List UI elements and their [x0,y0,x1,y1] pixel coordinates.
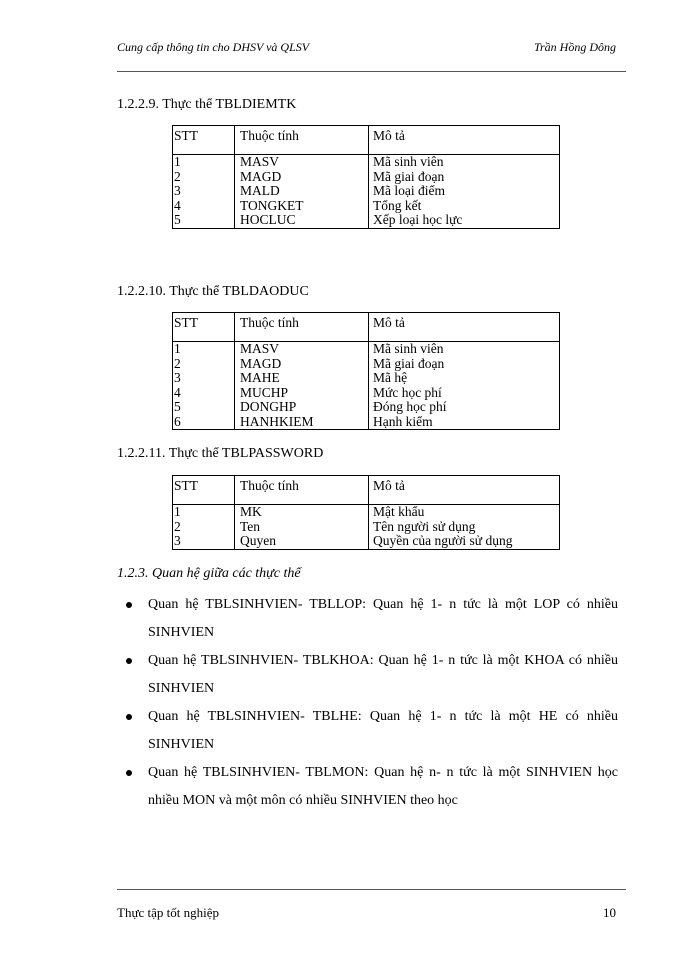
table-cell: 2 [174,355,181,371]
relation-text: Quan hệ TBLSINHVIEN- TBLMON: Quan hệ n- n tức là một SINHVIEN học nhiều MON và một môn có nhiều SINHVIEN theo học [148,765,618,808]
table-body-row [173,342,560,430]
table-cell: MALD [240,183,280,198]
table-cell: 5 [174,212,181,227]
table-cell: 4 [174,384,181,400]
column-header: Mô tả [369,126,560,155]
table-header-row [173,313,560,342]
table-cell: MAGD [240,168,282,184]
table-header-row [173,476,560,505]
table-cell: Xếp loại học lực [373,212,463,227]
column-header: Thuộc tính [235,126,369,155]
header-author: Trần Hồng Dông [533,40,616,54]
table-cell: 2 [174,168,181,184]
page-number: 10 [603,905,616,920]
table-column-cell [235,155,369,229]
relation-text: Quan hệ TBLSINHVIEN- TBLKHOA: Quan hệ 1- n tức là một KHOA có nhiều SINHVIEN [148,653,618,696]
relation-item [126,591,618,647]
column-header: STT [173,126,235,155]
bullet-icon [126,770,132,776]
table-column-cell [173,505,235,550]
header-title: Cung cấp thông tin cho DHSV và QLSV [117,40,310,54]
table-header-row [173,126,560,155]
table-column-cell [235,342,369,430]
bullet-icon [126,658,132,664]
relation-text: Quan hệ TBLSINHVIEN- TBLHE: Quan hệ 1- n tức là một HE có nhiều SINHVIEN [148,709,618,752]
entity-table-tbldiemtk [172,125,560,229]
table-cell: 1 [174,341,181,356]
table-cell: Đóng học phí [373,399,447,414]
relations-title: 1.2.3. Quan hệ giữa các thực thể [117,566,301,581]
table-cell: TONGKET [240,197,304,213]
section-heading-tbldaoduc: 1.2.2.10. Thực thể TBLDAODUC [117,284,309,299]
table-cell: Hạnh kiểm [373,413,433,429]
table-column-cell [173,155,235,229]
table-cell: 3 [174,183,181,198]
table-cell: HANHKIEM [240,413,314,429]
relation-item [126,647,618,703]
table-cell: Mức học phí [373,384,442,400]
table-body-row [173,505,560,550]
table-cell: Mã loại điểm [373,183,445,198]
section-heading-tblpassword: 1.2.2.11. Thực thể TBLPASSWORD [117,446,324,461]
table-cell: HOCLUC [240,212,296,227]
table-cell: 3 [174,533,181,548]
table-cell: MAHE [240,370,280,385]
table-cell: Quyền của người sử dụng [373,533,513,548]
table-cell: Quyen [240,533,276,548]
bullet-icon [126,714,132,720]
table-cell: 5 [174,399,181,414]
relation-text: Quan hệ TBLSINHVIEN- TBLLOP: Quan hệ 1- n tức là một LOP có nhiều SINHVIEN [148,597,618,640]
relation-item [126,703,618,759]
table-cell: Mã sinh viên [373,154,444,169]
table-cell: MASV [240,341,280,356]
table-cell: 4 [174,197,181,213]
table-cell: Tổng kết [373,197,422,213]
table-cell: Mã hệ [373,370,408,385]
table-cell: MK [240,504,262,519]
footer-label: Thực tập tốt nghiệp [117,905,219,920]
entity-table-tblpassword [172,475,560,550]
footer-rule [117,889,626,890]
relation-item [126,759,618,815]
table-cell: MUCHP [240,384,289,400]
table-cell: 3 [174,370,181,385]
column-header: Thuộc tính [235,313,369,342]
table-cell: 2 [174,518,181,534]
table-column-cell [369,342,560,430]
table-cell: Tên người sử dụng [373,518,476,534]
table-body-row [173,155,560,229]
table-column-cell [235,505,369,550]
table-cell: Mã giai đoạn [373,355,445,371]
table-cell: 6 [174,413,181,429]
bullet-icon [126,602,132,608]
table-column-cell [369,155,560,229]
table-cell: DONGHP [240,399,297,414]
column-header: Mô tả [369,476,560,505]
section-heading-tbldiemtk: 1.2.2.9. Thực thể TBLDIEMTK [117,97,297,112]
table-column-cell [369,505,560,550]
table-cell: MASV [240,154,280,169]
entity-table-tbldaoduc [172,312,560,430]
column-header: STT [173,476,235,505]
table-cell: MAGD [240,355,282,371]
table-cell: Mã sinh viên [373,341,444,356]
relations-list [126,591,618,815]
table-cell: 1 [174,154,181,169]
table-cell: Mật khẩu [373,504,425,519]
table-cell: 1 [174,504,181,519]
column-header: STT [173,313,235,342]
column-header: Mô tả [369,313,560,342]
table-cell: Ten [240,518,261,534]
header-rule [117,71,626,72]
table-column-cell [173,342,235,430]
table-cell: Mã giai đoạn [373,168,445,184]
column-header: Thuộc tính [235,476,369,505]
